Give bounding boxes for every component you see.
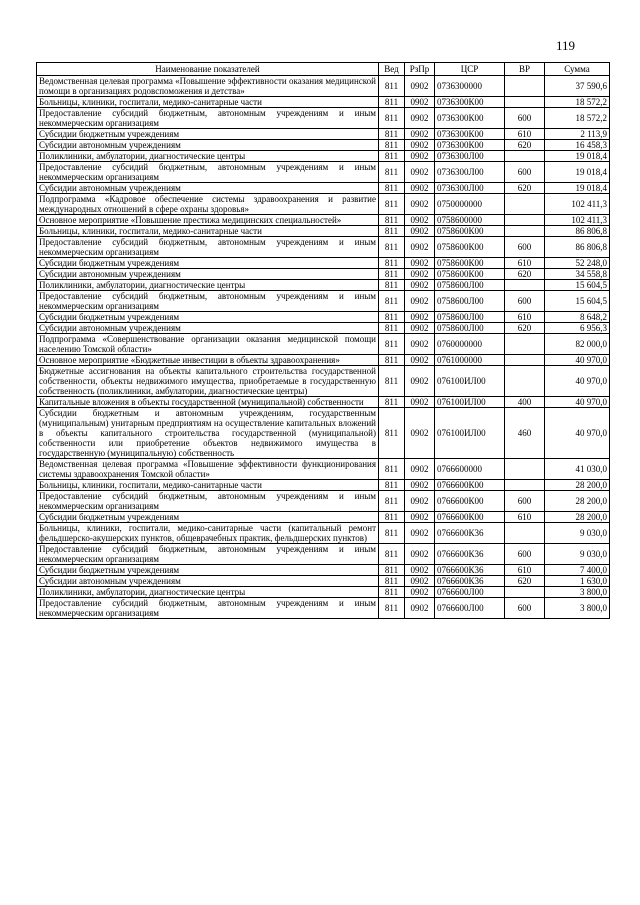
cell-sum: 102 411,3 <box>545 194 610 215</box>
cell-rzpr: 0902 <box>405 576 435 587</box>
cell-sum: 37 590,6 <box>545 76 610 97</box>
cell-sum: 102 411,3 <box>545 215 610 226</box>
cell-vr: 600 <box>505 491 545 512</box>
cell-sum: 6 956,3 <box>545 323 610 334</box>
cell-vr: 600 <box>505 598 545 619</box>
table-row <box>37 334 610 355</box>
cell-rzpr: 0902 <box>405 565 435 576</box>
cell-rzpr: 0902 <box>405 355 435 366</box>
cell-vr <box>505 459 545 480</box>
header-sum: Сумма <box>545 63 610 76</box>
cell-ved: 811 <box>379 129 405 140</box>
table-row <box>37 97 610 108</box>
cell-rzpr: 0902 <box>405 108 435 129</box>
cell-ved: 811 <box>379 162 405 183</box>
cell-csr: 0758600К00 <box>435 226 505 237</box>
cell-ved: 811 <box>379 323 405 334</box>
cell-ved: 811 <box>379 491 405 512</box>
cell-csr: 0766600К00 <box>435 512 505 523</box>
cell-sum: 18 572,2 <box>545 97 610 108</box>
cell-vr <box>505 355 545 366</box>
cell-name: Субсидии бюджетным учреждениям <box>37 129 379 140</box>
cell-csr: 0736300К00 <box>435 129 505 140</box>
cell-name: Основное мероприятие «Бюджетные инвестиции в объекты здравоохранения» <box>37 355 379 366</box>
cell-ved: 811 <box>379 97 405 108</box>
cell-sum: 28 200,0 <box>545 512 610 523</box>
cell-rzpr: 0902 <box>405 258 435 269</box>
cell-name: Предоставление субсидий бюджетным, автономным учреждениям и иным некоммерческим организациям <box>37 544 379 565</box>
table-row <box>37 140 610 151</box>
table-row <box>37 183 610 194</box>
cell-rzpr: 0902 <box>405 129 435 140</box>
cell-csr: 0758600000 <box>435 215 505 226</box>
table-row <box>37 355 610 366</box>
cell-name: Подпрограмма «Совершенствование организации оказания медицинской помощи населению Томской области» <box>37 334 379 355</box>
cell-csr: 076100ИЛ00 <box>435 366 505 397</box>
cell-name: Капитальные вложения в объекты государственной (муниципальной) собственности <box>37 397 379 408</box>
table-row <box>37 397 610 408</box>
cell-name: Ведомственная целевая программа «Повышение эффективности оказания медицинской помощи в организациях родовспоможения и детства» <box>37 76 379 97</box>
cell-ved: 811 <box>379 194 405 215</box>
cell-name: Субсидии автономным учреждениям <box>37 183 379 194</box>
cell-csr: 0766600К36 <box>435 544 505 565</box>
cell-name: Больницы, клиники, госпитали, медико-санитарные части (капитальный ремонт фельдшерско-акушерских пунктов, общеврачебных практик, фельдшерских пунктов) <box>37 523 379 544</box>
cell-csr: 0761000000 <box>435 355 505 366</box>
cell-ved: 811 <box>379 512 405 523</box>
cell-name: Субсидии бюджетным учреждениям <box>37 312 379 323</box>
cell-rzpr: 0902 <box>405 140 435 151</box>
cell-name: Больницы, клиники, госпитали, медико-санитарные части <box>37 97 379 108</box>
cell-sum: 41 030,0 <box>545 459 610 480</box>
cell-rzpr: 0902 <box>405 269 435 280</box>
cell-sum: 86 806,8 <box>545 226 610 237</box>
table-row <box>37 323 610 334</box>
cell-name: Бюджетные ассигнования на объекты капитального строительства государственной собственности, объекты недвижимого имущества, приобретаемые в государственную собственность (поликлиники, амбулатории, диагностические центры) <box>37 366 379 397</box>
cell-ved: 811 <box>379 544 405 565</box>
cell-vr: 600 <box>505 108 545 129</box>
cell-rzpr: 0902 <box>405 291 435 312</box>
cell-rzpr: 0902 <box>405 194 435 215</box>
cell-ved: 811 <box>379 108 405 129</box>
cell-ved: 811 <box>379 237 405 258</box>
cell-vr <box>505 215 545 226</box>
table-row <box>37 587 610 598</box>
cell-rzpr: 0902 <box>405 408 435 459</box>
cell-csr: 0766600Л00 <box>435 587 505 598</box>
cell-ved: 811 <box>379 598 405 619</box>
cell-vr: 600 <box>505 237 545 258</box>
cell-sum: 8 648,2 <box>545 312 610 323</box>
cell-name: Субсидии автономным учреждениям <box>37 323 379 334</box>
cell-csr: 0758600Л00 <box>435 312 505 323</box>
cell-name: Субсидии бюджетным и автономным учреждениям, государственным (муниципальным) унитарным предприятиям на осуществление капитальных вложений в объекты капитального строительства государственной (муниципальной) собственности или приобретение объектов недвижимого имущества в государственную (муниципальную) собственность <box>37 408 379 459</box>
cell-ved: 811 <box>379 258 405 269</box>
table-row <box>37 512 610 523</box>
cell-sum: 3 800,0 <box>545 598 610 619</box>
table-row <box>37 269 610 280</box>
cell-sum: 16 458,3 <box>545 140 610 151</box>
cell-vr <box>505 97 545 108</box>
cell-sum: 15 604,5 <box>545 291 610 312</box>
cell-csr: 0736300Л00 <box>435 151 505 162</box>
table-row <box>37 544 610 565</box>
cell-name: Субсидии бюджетным учреждениям <box>37 565 379 576</box>
cell-rzpr: 0902 <box>405 312 435 323</box>
cell-name: Больницы, клиники, госпитали, медико-санитарные части <box>37 226 379 237</box>
table-row <box>37 76 610 97</box>
cell-vr: 610 <box>505 129 545 140</box>
cell-rzpr: 0902 <box>405 97 435 108</box>
cell-csr: 0758600К00 <box>435 258 505 269</box>
cell-ved: 811 <box>379 397 405 408</box>
cell-csr: 0758600Л00 <box>435 323 505 334</box>
cell-name: Предоставление субсидий бюджетным, автономным учреждениям и иным некоммерческим организациям <box>37 291 379 312</box>
cell-name: Субсидии автономным учреждениям <box>37 269 379 280</box>
table-row <box>37 162 610 183</box>
cell-sum: 19 018,4 <box>545 151 610 162</box>
cell-ved: 811 <box>379 151 405 162</box>
cell-csr: 0766600К00 <box>435 480 505 491</box>
cell-name: Предоставление субсидий бюджетным, автономным учреждениям и иным некоммерческим организациям <box>37 237 379 258</box>
cell-name: Ведомственная целевая программа «Повышение эффективности функционирования системы здравоохранения Томской области» <box>37 459 379 480</box>
cell-rzpr: 0902 <box>405 480 435 491</box>
cell-name: Предоставление субсидий бюджетным, автономным учреждениям и иным некоммерческим организациям <box>37 491 379 512</box>
cell-csr: 0736300000 <box>435 76 505 97</box>
cell-rzpr: 0902 <box>405 512 435 523</box>
cell-ved: 811 <box>379 587 405 598</box>
table-row <box>37 523 610 544</box>
header-vr: ВР <box>505 63 545 76</box>
cell-rzpr: 0902 <box>405 598 435 619</box>
cell-rzpr: 0902 <box>405 544 435 565</box>
cell-vr <box>505 587 545 598</box>
table-row <box>37 194 610 215</box>
cell-name: Поликлиники, амбулатории, диагностические центры <box>37 151 379 162</box>
cell-rzpr: 0902 <box>405 323 435 334</box>
table-row <box>37 129 610 140</box>
cell-sum: 9 030,0 <box>545 544 610 565</box>
cell-sum: 15 604,5 <box>545 280 610 291</box>
cell-ved: 811 <box>379 366 405 397</box>
cell-sum: 28 200,0 <box>545 491 610 512</box>
cell-vr <box>505 76 545 97</box>
cell-vr <box>505 194 545 215</box>
cell-rzpr: 0902 <box>405 76 435 97</box>
cell-name: Субсидии автономным учреждениям <box>37 140 379 151</box>
table-row <box>37 408 610 459</box>
cell-sum: 40 970,0 <box>545 366 610 397</box>
cell-sum: 2 113,9 <box>545 129 610 140</box>
cell-ved: 811 <box>379 269 405 280</box>
cell-sum: 28 200,0 <box>545 480 610 491</box>
cell-name: Поликлиники, амбулатории, диагностические центры <box>37 587 379 598</box>
cell-name: Поликлиники, амбулатории, диагностические центры <box>37 280 379 291</box>
cell-ved: 811 <box>379 565 405 576</box>
cell-sum: 3 800,0 <box>545 587 610 598</box>
cell-vr: 620 <box>505 140 545 151</box>
cell-ved: 811 <box>379 408 405 459</box>
cell-csr: 0750000000 <box>435 194 505 215</box>
table-row <box>37 226 610 237</box>
cell-vr: 600 <box>505 544 545 565</box>
cell-sum: 40 970,0 <box>545 397 610 408</box>
cell-sum: 34 558,8 <box>545 269 610 280</box>
table-row <box>37 258 610 269</box>
cell-sum: 1 630,0 <box>545 576 610 587</box>
header-name: Наименование показателей <box>37 63 379 76</box>
table-row <box>37 459 610 480</box>
table-body <box>37 76 610 619</box>
cell-rzpr: 0902 <box>405 459 435 480</box>
cell-ved: 811 <box>379 334 405 355</box>
cell-vr <box>505 151 545 162</box>
cell-vr: 610 <box>505 565 545 576</box>
table-row <box>37 366 610 397</box>
cell-rzpr: 0902 <box>405 334 435 355</box>
cell-rzpr: 0902 <box>405 523 435 544</box>
cell-rzpr: 0902 <box>405 366 435 397</box>
cell-rzpr: 0902 <box>405 162 435 183</box>
cell-vr: 620 <box>505 576 545 587</box>
cell-name: Подпрограмма «Кадровое обеспечение системы здравоохранения и развитие международных отношений в сфере охраны здоровья» <box>37 194 379 215</box>
cell-vr: 620 <box>505 269 545 280</box>
cell-sum: 40 970,0 <box>545 408 610 459</box>
cell-sum: 82 000,0 <box>545 334 610 355</box>
cell-sum: 7 400,0 <box>545 565 610 576</box>
cell-vr <box>505 226 545 237</box>
table-row <box>37 491 610 512</box>
table-row <box>37 480 610 491</box>
cell-csr: 0736300К00 <box>435 140 505 151</box>
header-rzpr: РзПр <box>405 63 435 76</box>
cell-ved: 811 <box>379 76 405 97</box>
cell-csr: 0736300Л00 <box>435 162 505 183</box>
cell-csr: 0766600К36 <box>435 523 505 544</box>
cell-rzpr: 0902 <box>405 491 435 512</box>
cell-vr: 620 <box>505 183 545 194</box>
cell-vr: 610 <box>505 512 545 523</box>
cell-rzpr: 0902 <box>405 280 435 291</box>
cell-csr: 0736300К00 <box>435 97 505 108</box>
cell-rzpr: 0902 <box>405 237 435 258</box>
cell-csr: 0758600К00 <box>435 237 505 258</box>
cell-csr: 076100ИЛ00 <box>435 397 505 408</box>
cell-sum: 86 806,8 <box>545 237 610 258</box>
table-row <box>37 576 610 587</box>
cell-ved: 811 <box>379 226 405 237</box>
table-row <box>37 237 610 258</box>
cell-vr: 460 <box>505 408 545 459</box>
table-row <box>37 312 610 323</box>
budget-table <box>36 62 610 619</box>
cell-vr <box>505 523 545 544</box>
cell-csr: 0758600Л00 <box>435 291 505 312</box>
table-row <box>37 291 610 312</box>
cell-name: Субсидии бюджетным учреждениям <box>37 512 379 523</box>
cell-ved: 811 <box>379 459 405 480</box>
cell-csr: 0736300Л00 <box>435 183 505 194</box>
cell-ved: 811 <box>379 280 405 291</box>
cell-vr: 600 <box>505 291 545 312</box>
header-ved: Вед <box>379 63 405 76</box>
cell-vr <box>505 480 545 491</box>
cell-vr: 400 <box>505 397 545 408</box>
cell-ved: 811 <box>379 355 405 366</box>
cell-sum: 9 030,0 <box>545 523 610 544</box>
cell-sum: 52 248,0 <box>545 258 610 269</box>
header-csr: ЦСР <box>435 63 505 76</box>
cell-ved: 811 <box>379 312 405 323</box>
cell-ved: 811 <box>379 183 405 194</box>
cell-name: Предоставление субсидий бюджетным, автономным учреждениям и иным некоммерческим организациям <box>37 108 379 129</box>
cell-csr: 0766600Л00 <box>435 598 505 619</box>
cell-sum: 18 572,2 <box>545 108 610 129</box>
cell-csr: 0758600Л00 <box>435 280 505 291</box>
cell-rzpr: 0902 <box>405 397 435 408</box>
cell-vr: 620 <box>505 323 545 334</box>
table-row <box>37 215 610 226</box>
cell-name: Основное мероприятие «Повышение престижа медицинских специальностей» <box>37 215 379 226</box>
cell-sum: 19 018,4 <box>545 183 610 194</box>
cell-vr <box>505 366 545 397</box>
cell-csr: 0766600К36 <box>435 565 505 576</box>
table-row <box>37 565 610 576</box>
cell-csr: 0766600К36 <box>435 576 505 587</box>
table-row <box>37 151 610 162</box>
cell-rzpr: 0902 <box>405 151 435 162</box>
cell-csr: 076100ИЛ00 <box>435 408 505 459</box>
cell-sum: 40 970,0 <box>545 355 610 366</box>
cell-name: Предоставление субсидий бюджетным, автономным учреждениям и иным некоммерческим организациям <box>37 162 379 183</box>
table-row <box>37 108 610 129</box>
cell-vr: 610 <box>505 258 545 269</box>
page-number: 119 <box>556 38 576 53</box>
cell-ved: 811 <box>379 576 405 587</box>
cell-rzpr: 0902 <box>405 215 435 226</box>
cell-name: Субсидии автономным учреждениям <box>37 576 379 587</box>
table-header-row <box>37 63 610 76</box>
cell-ved: 811 <box>379 140 405 151</box>
cell-ved: 811 <box>379 215 405 226</box>
cell-vr <box>505 280 545 291</box>
cell-name: Больницы, клиники, госпитали, медико-санитарные части <box>37 480 379 491</box>
cell-rzpr: 0902 <box>405 587 435 598</box>
cell-sum: 19 018,4 <box>545 162 610 183</box>
cell-vr: 600 <box>505 162 545 183</box>
cell-ved: 811 <box>379 523 405 544</box>
cell-vr: 610 <box>505 312 545 323</box>
cell-ved: 811 <box>379 480 405 491</box>
cell-csr: 0766600000 <box>435 459 505 480</box>
cell-csr: 0736300К00 <box>435 108 505 129</box>
cell-csr: 0758600К00 <box>435 269 505 280</box>
cell-name: Субсидии бюджетным учреждениям <box>37 258 379 269</box>
cell-vr <box>505 334 545 355</box>
cell-csr: 0760000000 <box>435 334 505 355</box>
cell-ved: 811 <box>379 291 405 312</box>
cell-rzpr: 0902 <box>405 183 435 194</box>
cell-name: Предоставление субсидий бюджетным, автономным учреждениям и иным некоммерческим организациям <box>37 598 379 619</box>
cell-csr: 0766600К00 <box>435 491 505 512</box>
table-row <box>37 280 610 291</box>
cell-rzpr: 0902 <box>405 226 435 237</box>
table-row <box>37 598 610 619</box>
